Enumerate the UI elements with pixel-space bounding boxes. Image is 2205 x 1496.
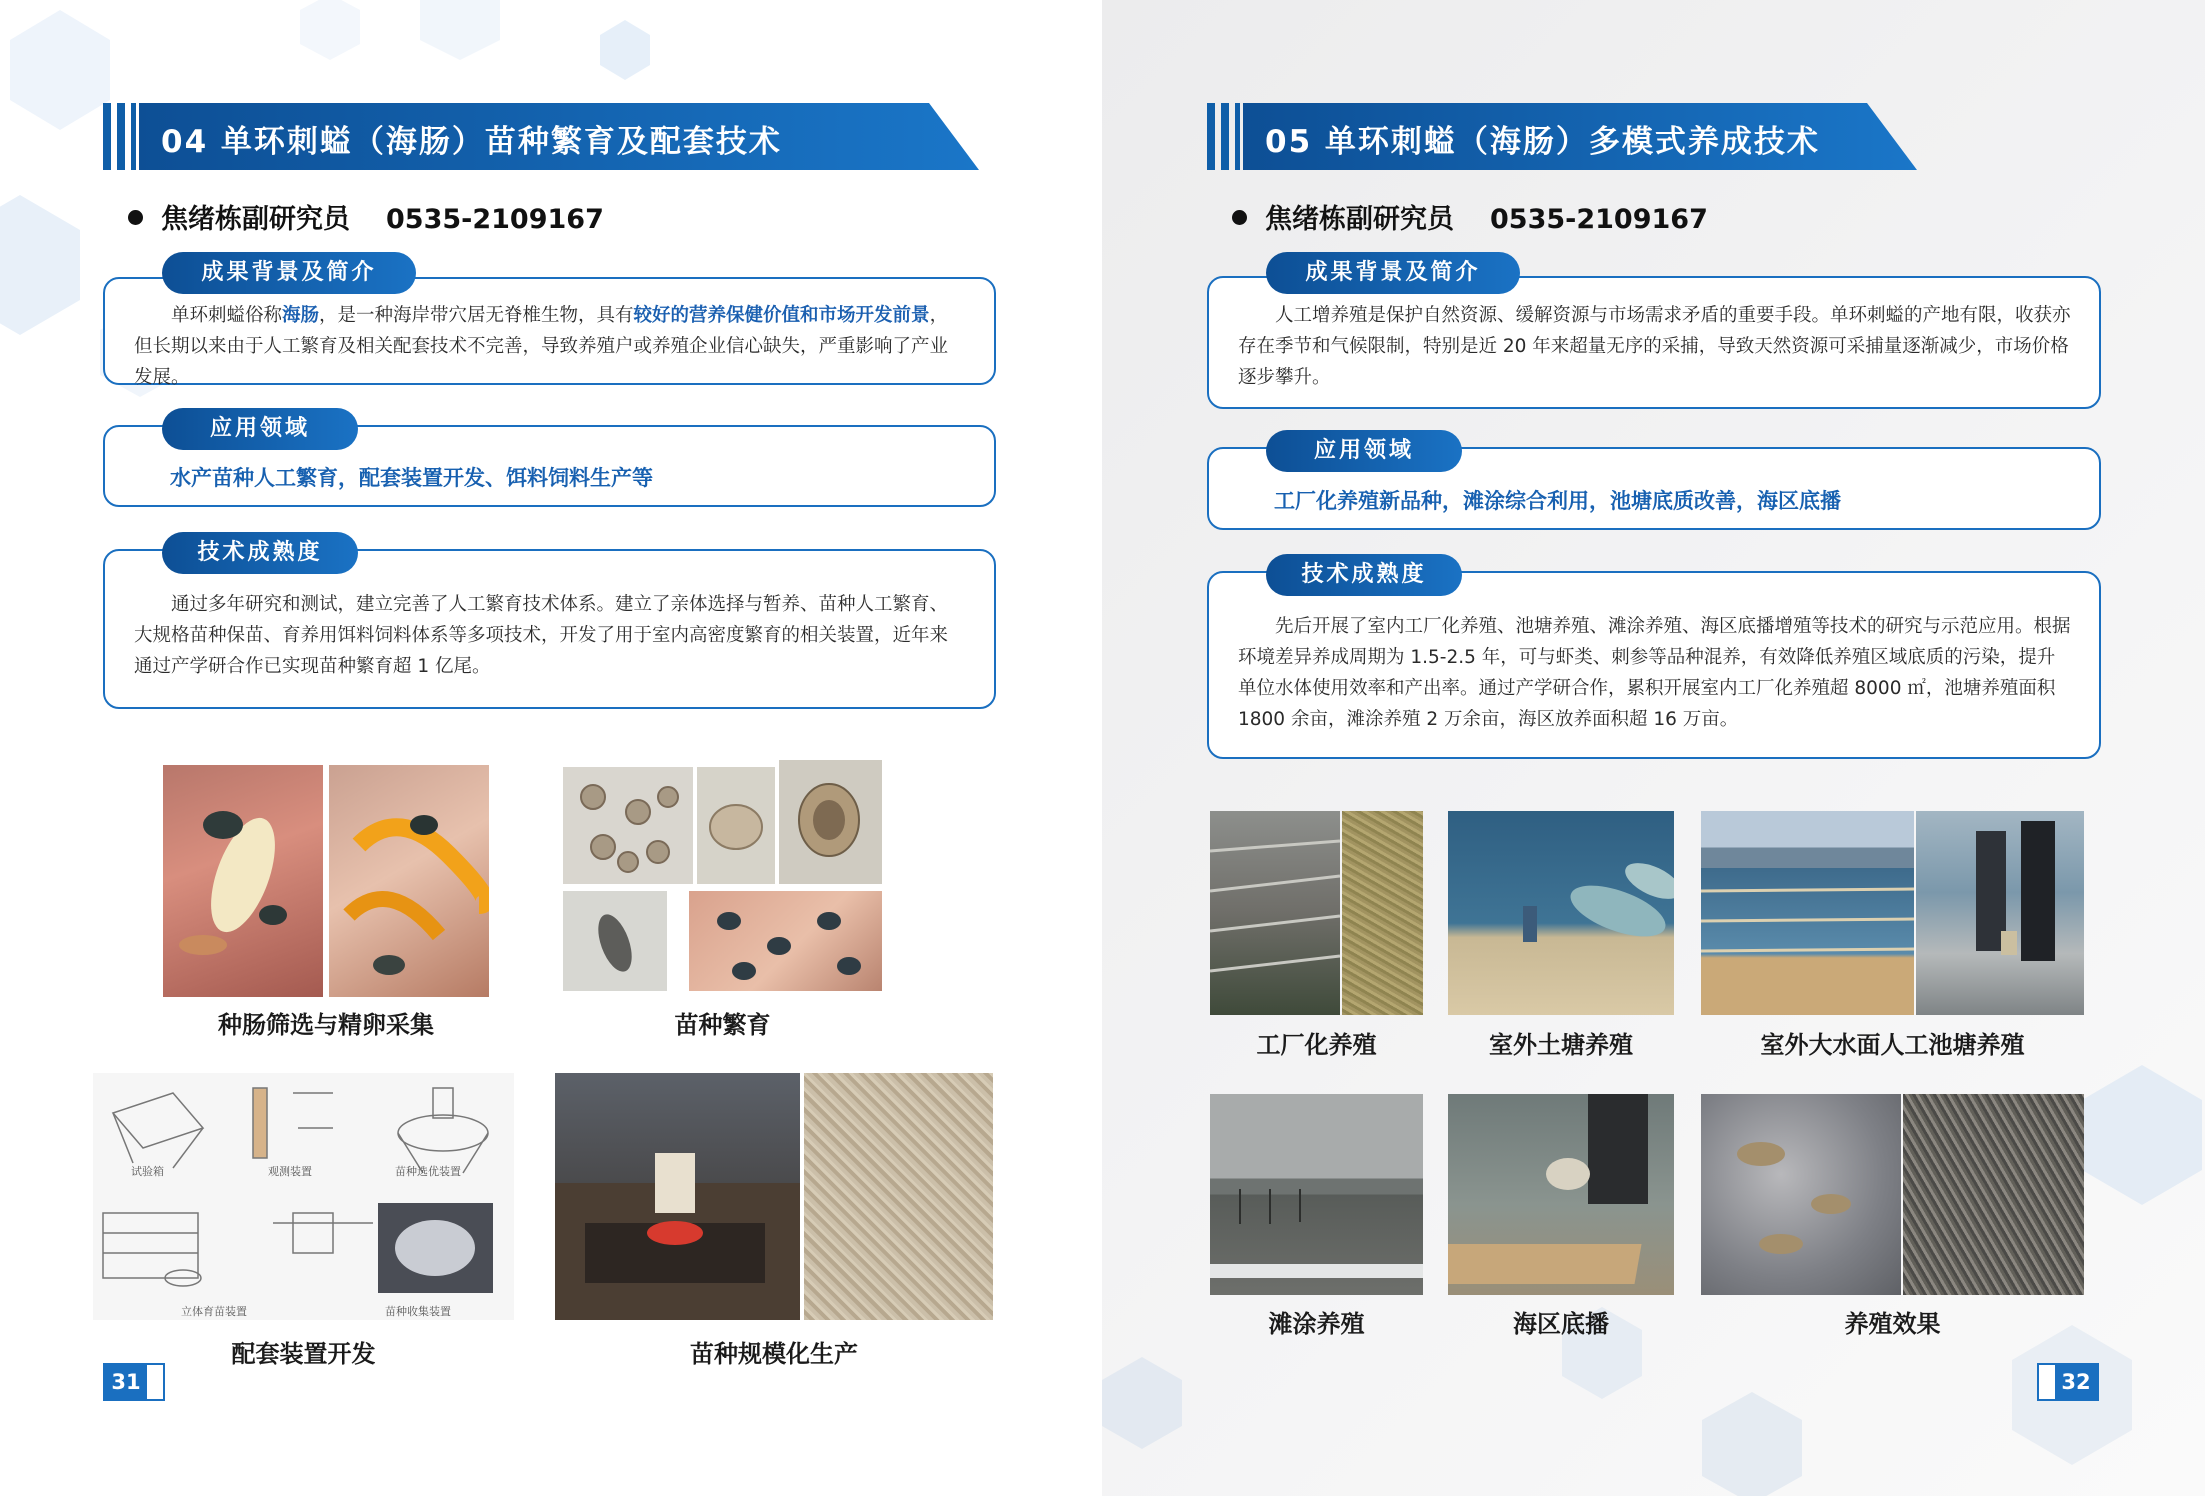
left-page xyxy=(0,0,1102,1496)
diagram-label-selection: 苗种选优装置 xyxy=(395,1165,461,1178)
photo-result-2 xyxy=(1903,1094,2084,1295)
maturity-text: 通过多年研究和测试，建立完善了人工繁育技术体系。建立了亲体选择与暂养、苗种人工繁育、大规格苗种保苗、育养用饵料饲料体系等多项技术，开发了用于室内高密度繁育的相关装置，近年来通过产学研合作已实现苗种繁育超 1 亿尾。 xyxy=(134,594,949,677)
photo-large-pond-2 xyxy=(1916,811,2084,1015)
contact-phone: 0535-2109167 xyxy=(1490,204,1708,235)
photo-large-pond-1 xyxy=(1701,811,1914,1015)
photo-larvae-3 xyxy=(779,760,882,884)
photo-seed-screening-1 xyxy=(163,765,323,997)
photo-feed-pellets xyxy=(804,1073,993,1320)
page-number-31: 31 xyxy=(103,1363,165,1401)
application-heading: 应用领域 xyxy=(162,408,358,450)
caption-large-water-pond: 室外大水面人工池塘养殖 xyxy=(1760,1031,2025,1059)
caption-culture-result: 养殖效果 xyxy=(1844,1310,1941,1338)
diagram-label-observation: 观测装置 xyxy=(268,1165,312,1178)
maturity-heading: 技术成熟度 xyxy=(162,532,358,574)
photo-outdoor-earth-pond xyxy=(1448,811,1674,1015)
photo-sea-bottom-sowing xyxy=(1448,1094,1674,1295)
contact-line xyxy=(128,197,604,236)
diagram-label-test-box: 试验箱 xyxy=(131,1165,164,1178)
caption-earth-pond: 室外土塘养殖 xyxy=(1489,1031,1633,1059)
section-title: 05 单环刺螠（海肠）多模式养成技术 xyxy=(1265,124,1820,160)
caption-seed-screening: 种肠筛选与精卵采集 xyxy=(218,1011,434,1039)
photo-result-1 xyxy=(1701,1094,1901,1295)
background-text: 单环刺螠俗称海肠，是一种海岸带穴居无脊椎生物，具有较好的营养保健价值和市场开发前景，但长期以来由于人工繁育及相关配套技术不完善，导致养殖户或养殖企业信心缺失，严重影响了产业发展。 xyxy=(134,305,949,388)
page-number-32: 32 xyxy=(2037,1363,2099,1401)
bullet-icon xyxy=(128,210,143,225)
section-title: 04 单环刺螠（海肠）苗种繁育及配套技术 xyxy=(161,124,782,160)
diagram-label-collection: 苗种收集装置 xyxy=(385,1305,451,1318)
caption-factory-culture: 工厂化养殖 xyxy=(1256,1031,1377,1059)
background-heading: 成果背景及简介 xyxy=(162,252,416,294)
photo-factory-closeup xyxy=(1342,811,1423,1015)
photo-factory-tanks xyxy=(1210,811,1340,1015)
background-text: 人工增养殖是保护自然资源、缓解资源与市场需求矛盾的重要手段。单环刺螠的产地有限，收获亦存在季节和气候限制，特别是近 20 年来超量无序的采捕，导致天然资源可采捕量逐渐减少，市场价格逐步攀升。 xyxy=(1238,305,2071,388)
application-heading: 应用领域 xyxy=(1266,430,1462,472)
photo-larvae-4 xyxy=(563,891,667,991)
contact-phone: 0535-2109167 xyxy=(386,204,604,235)
photo-larvae-2 xyxy=(697,767,775,884)
photo-device-diagrams xyxy=(93,1073,514,1320)
caption-sea-sowing: 海区底播 xyxy=(1513,1310,1609,1338)
contact-line xyxy=(1232,197,1708,236)
caption-tidal-flat: 滩涂养殖 xyxy=(1268,1310,1365,1338)
diagram-label-stereo-nursery: 立体育苗装置 xyxy=(181,1305,247,1318)
caption-scale-production: 苗种规模化生产 xyxy=(690,1340,858,1368)
caption-seed-breeding: 苗种繁育 xyxy=(674,1011,771,1039)
background-heading: 成果背景及简介 xyxy=(1266,252,1520,294)
photo-larvae-1 xyxy=(563,767,693,884)
right-page xyxy=(1102,0,2205,1496)
maturity-heading: 技术成熟度 xyxy=(1266,554,1462,596)
photo-production-hall xyxy=(555,1073,800,1320)
application-text: 工厂化养殖新品种，滩涂综合利用，池塘底质改善，海区底播 xyxy=(1274,489,1841,513)
application-text: 水产苗种人工繁育，配套装置开发、饵料饲料生产等 xyxy=(170,466,653,490)
photo-seed-screening-2 xyxy=(329,765,489,997)
maturity-text: 先后开展了室内工厂化养殖、池塘养殖、滩涂养殖、海区底播增殖等技术的研究与示范应用。根据环境差异养成周期为 1.5-2.5 年，可与虾类、刺参等品种混养，有效降低养殖区域底质的污染，提升单位水体使用效率和产出率。通过产学研合作，累积开展室内工厂化养殖超 8000 ㎡，池塘养殖面积 1800 余亩，滩涂养殖 2 万余亩，海区放养面积超 16 万亩。 xyxy=(1238,616,2071,730)
contact-name: 焦绪栋副研究员 xyxy=(1265,204,1454,235)
bullet-icon xyxy=(1232,210,1247,225)
caption-device-development: 配套装置开发 xyxy=(231,1340,376,1368)
photo-tidal-flat xyxy=(1210,1094,1423,1295)
contact-name: 焦绪栋副研究员 xyxy=(161,204,350,235)
photo-juveniles xyxy=(689,891,882,991)
